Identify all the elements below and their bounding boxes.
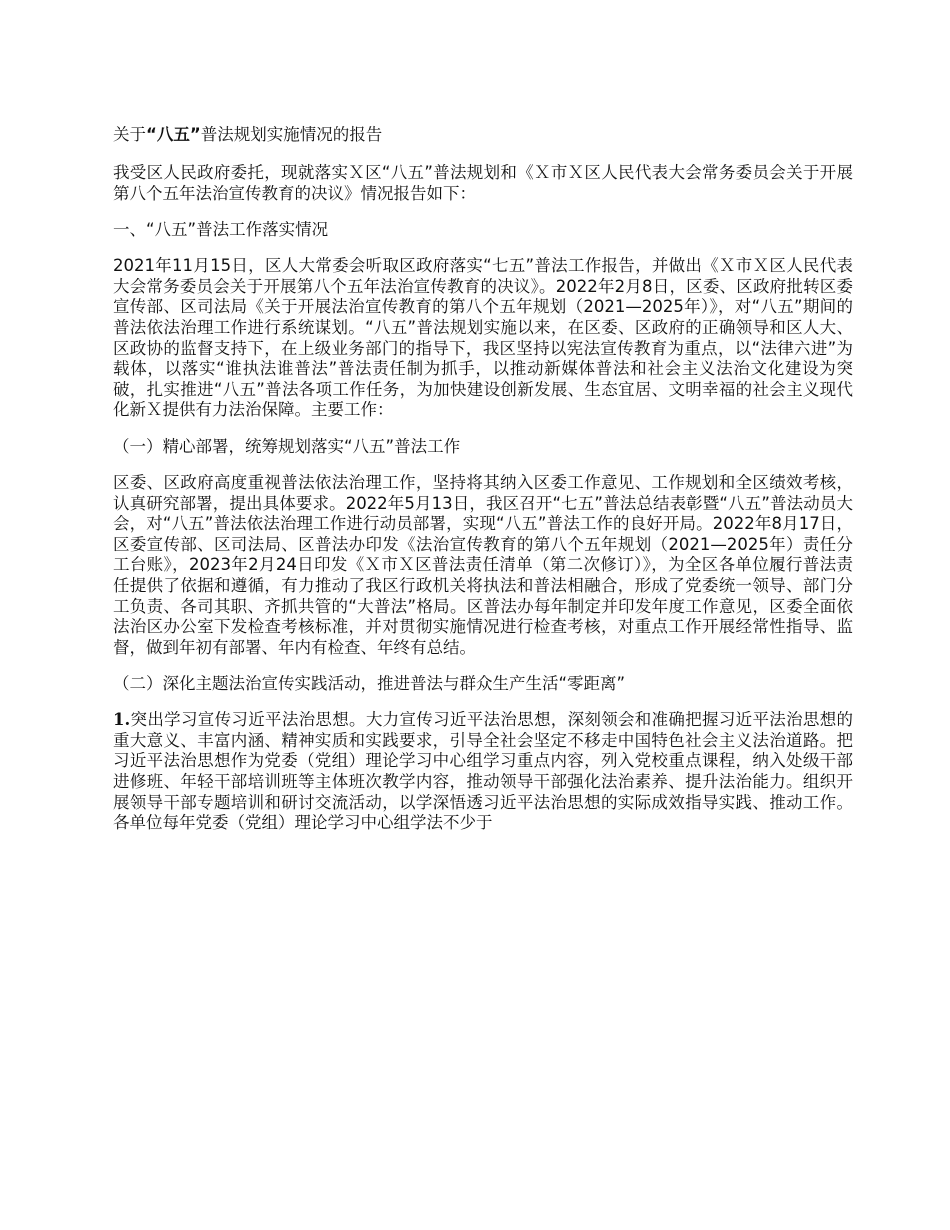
item-1-number: 1. (113, 710, 131, 730)
subsection-1-paragraph: 区委、区政府高度重视普法依法治理工作，坚持将其纳入区委工作意见、工作规划和全区绩效考核，认真研究部署，提出具体要求。2022年5月13日，我区召开“七五”普法总结表彰暨“八五”普法动员大会，对“八五”普法依法治理工作进行动员部署，实现“八五”普法工作的良好开局。2022年8月17日，区委宣传部、区司法局、区普法办印发《法治宣传教育的第八个五年规划（2021—2025年）责任分工台账》，2023年2月24日印发《Ｘ市Ｘ区普法责任清单（第二次修订）》，为全区各单位履行普法责任提供了依据和遵循，有力推动了我区行政机关将执法和普法相融合，形成了党委统一领导、部门分工负责、各司其职、齐抓共管的“大普法”格局。区普法办每年制定并印发年度工作意见，区委全面依法治区办公室下发检查考核标准，并对贯彻实施情况进行检查考核，对重点工作开展经常性指导、监督，做到年初有部署、年内有检查、年终有总结。 (113, 472, 853, 657)
section-1-paragraph: 2021年11月15日，区人大常委会听取区政府落实“七五”普法工作报告，并做出《Ｘ市Ｘ区人民代表大会常务委员会关于开展第八个五年法治宣传教育的决议》。2022年2月8日，区委、区政府批转区委宣传部、区司法局《关于开展法治宣传教育的第八个五年规划（2021—2025年）》，对“八五”期间的普法依法治理工作进行系统谋划。“八五”普法规划实施以来，在区委、区政府的正确领导和区人大、区政协的监督支持下，在上级业务部门的指导下，我区坚持以宪法宣传教育为重点，以“法律六进”为载体，以落实“谁执法谁普法”普法责任制为抓手，以推动新媒体普法和社会主义法治文化建设为突破，扎实推进“八五”普法各项工作任务，为加快建设创新发展、生态宜居、文明幸福的社会主义现代化新Ｘ提供有力法治保障。主要工作： (113, 256, 853, 420)
section-heading-1: 一、“八五”普法工作落实情况 (113, 220, 329, 240)
title-quote: “八五” (146, 125, 201, 144)
item-1-paragraph (113, 710, 853, 834)
subsection-heading-2: （二）深化主题法治宣传实践活动，推进普法与群众生产生活“零距离” (113, 674, 626, 694)
subsection-heading-1: （一）精心部署，统筹规划落实“八五”普法工作 (113, 436, 461, 456)
document-title (113, 124, 853, 146)
intro-paragraph: 我受区人民政府委托，现就落实Ｘ区“八五”普法规划和《Ｘ市Ｘ区人民代表大会常务委员会关于开展第八个五年法治宣传教育的决议》情况报告如下： (113, 163, 853, 203)
title-prefix: 关于 (113, 125, 146, 144)
title-suffix: 普法规划实施情况的报告 (200, 125, 383, 144)
document-body (113, 124, 853, 849)
item-1-text: 突出学习宣传习近平法治思想。大力宣传习近平法治思想，深刻领会和准确把握习近平法治思想的重大意义、丰富内涵、精神实质和实践要求，引导全社会坚定不移走中国特色社会主义法治道路。把习近平法治思想作为党委（党组）理论学习中心组学习重点内容，列入党校重点课程，纳入处级干部进修班、年轻干部培训班等主体班次教学内容，推动领导干部强化法治素养、提升法治能力。组织开展领导干部专题培训和研讨交流活动，以学深悟透习近平法治思想的实际成效指导实践、推动工作。各单位每年党委（党组）理论学习中心组学法不少于 (113, 710, 853, 833)
